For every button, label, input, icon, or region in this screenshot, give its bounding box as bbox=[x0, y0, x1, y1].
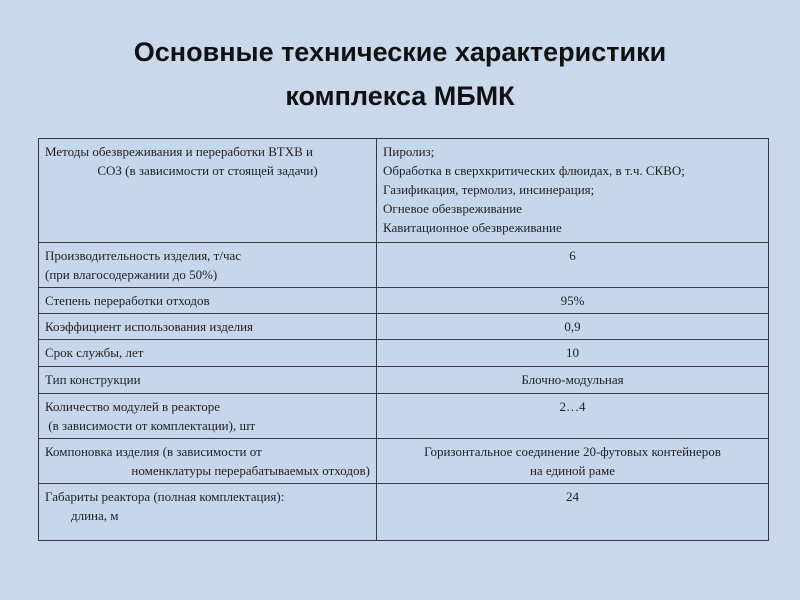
param-text: (в зависимости от комплектации), шт bbox=[45, 418, 256, 433]
value-cell: 10 bbox=[377, 340, 769, 367]
value-text: Кавитационное обезвреживание bbox=[383, 220, 562, 235]
table-row bbox=[39, 139, 769, 243]
table-row bbox=[39, 340, 769, 367]
title-line-2: комплекса МБМК bbox=[285, 81, 515, 111]
table-row bbox=[39, 243, 769, 288]
value-cell: Блочно-модульная bbox=[377, 367, 769, 394]
table-row bbox=[39, 314, 769, 340]
value-text: Газификация, термолиз, инсинерация; bbox=[383, 182, 595, 197]
table-row bbox=[39, 484, 769, 541]
param-text: Компоновка изделия (в зависимости от bbox=[45, 444, 262, 459]
value-cell: 24 bbox=[377, 484, 769, 541]
param-cell: Срок службы, лет bbox=[39, 340, 377, 367]
value-cell: 2…4 bbox=[377, 394, 769, 439]
param-cell: Коэффициент использования изделия bbox=[39, 314, 377, 340]
table-row bbox=[39, 394, 769, 439]
table-row bbox=[39, 439, 769, 484]
slide-title bbox=[0, 30, 800, 118]
value-text: Огневое обезвреживание bbox=[383, 201, 522, 216]
table-row bbox=[39, 288, 769, 314]
param-cell bbox=[39, 439, 377, 484]
param-text: длина, м bbox=[71, 508, 119, 523]
value-text: Пиролиз; bbox=[383, 144, 435, 159]
param-text: Количество модулей в реакторе bbox=[45, 399, 221, 414]
value-cell bbox=[377, 439, 769, 484]
value-text: Обработка в сверхкритических флюидах, в т.ч. СКВО; bbox=[383, 163, 685, 178]
param-text: Методы обезвреживания и переработки ВТХВ и bbox=[45, 144, 313, 159]
param-cell: Степень переработки отходов bbox=[39, 288, 377, 314]
param-text: Габариты реактора (полная комплектация): bbox=[45, 489, 285, 504]
table-row bbox=[39, 367, 769, 394]
value-cell bbox=[377, 139, 769, 243]
param-text: номенклатуры перерабатываемых отходов) bbox=[131, 463, 370, 478]
value-cell: 6 bbox=[377, 243, 769, 288]
param-cell bbox=[39, 243, 377, 288]
specs-table bbox=[38, 138, 769, 541]
title-line-1: Основные технические характеристики bbox=[133, 37, 667, 67]
param-text: (при влагосодержании до 50%) bbox=[45, 267, 218, 282]
param-text: Производительность изделия, т/час bbox=[45, 248, 242, 263]
param-cell bbox=[39, 484, 377, 541]
param-cell bbox=[39, 139, 377, 243]
value-text: на единой раме bbox=[529, 463, 616, 478]
value-cell: 0,9 bbox=[377, 314, 769, 340]
param-text: СОЗ (в зависимости от стоящей задачи) bbox=[97, 163, 318, 178]
param-cell bbox=[39, 394, 377, 439]
value-text: Горизонтальное соединение 20-футовых контейнеров bbox=[424, 444, 721, 459]
param-cell: Тип конструкции bbox=[39, 367, 377, 394]
value-cell: 95% bbox=[377, 288, 769, 314]
